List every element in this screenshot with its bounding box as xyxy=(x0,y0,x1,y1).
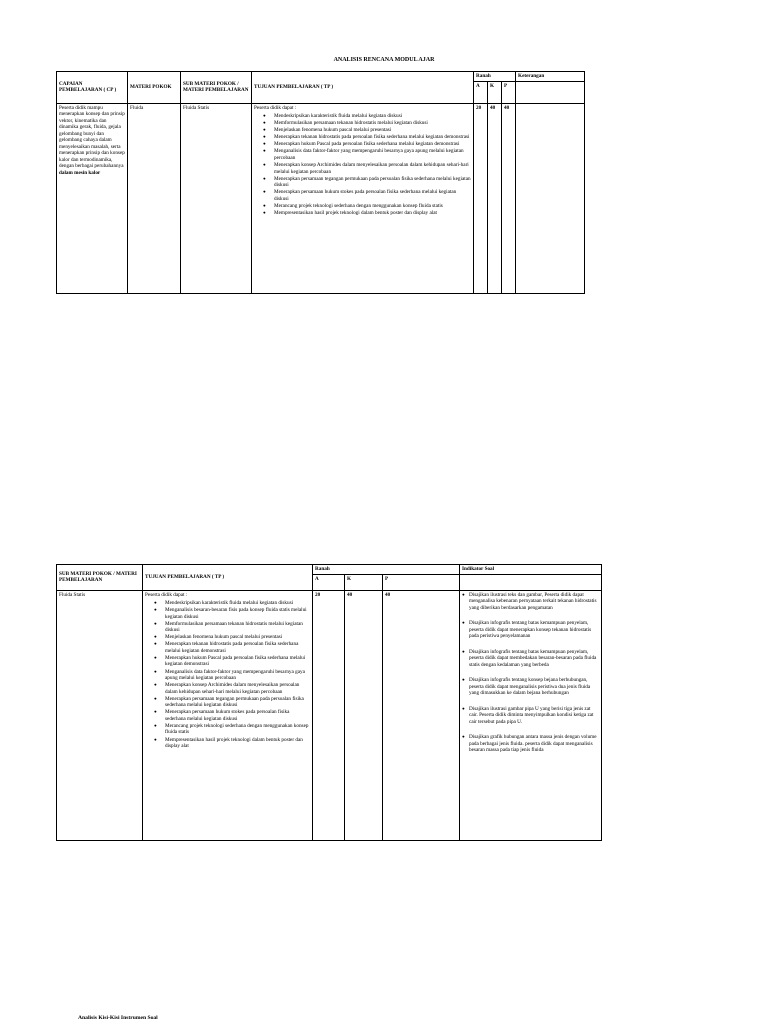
header-tp: TUJUAN PEMBELAJARAN ( TP ) xyxy=(252,72,474,104)
materi-cell: Fluida xyxy=(128,103,181,293)
header-indikator: Indikator Soal xyxy=(460,565,602,575)
header-indikator-blank xyxy=(460,574,602,590)
tp-cell xyxy=(143,590,313,840)
list-item: ● Disajikan ilustrasi gambar pipa U yang berisi tiga jenis zat cair. Peserta didik diminta menyimpulkan kondisi ketiga zat cair tersebut pada pipa U. xyxy=(469,706,599,726)
list-item: ● Menganalisis data faktor-faktor yang mempengaruhi besarnya gaya apung melalui kegiatan percobaan xyxy=(165,669,310,682)
document-title: ANALISIS RENCANA MODUL AJAR xyxy=(333,57,435,63)
list-item: ● Disajikan infografis tentang konsep bejana berhubungan, peserta didik dapat menganalisis peristiwa dua jenis fluida yang dimasukkan ke dalam bejana berhubungan xyxy=(469,677,599,697)
list-item: ● Menganalisis data faktor-faktor yang mempengaruhi besarnya gaya apung melalui kegiatan percobaan xyxy=(274,148,471,161)
list-item: ● Memformulasikan persamaan tekanan hidrostatis melalui kegiatan diskusi xyxy=(165,621,310,634)
cp-bold-text: dalam mesin kalor xyxy=(59,169,101,176)
list-item: ● Memformulasikan persamaan tekanan hidrostatis melalui kegiatan diskusi xyxy=(274,120,471,127)
list-item: ● Menerapkan hukum Pascal pada persoalan fisika sederhana melalui kegiatan demonstrasi xyxy=(165,655,310,668)
table-row xyxy=(57,103,585,293)
kisi-kisi-table xyxy=(56,564,602,841)
list-item: ● Disajikan ilustrasi teks dan gambar, Peserta didik dapat menganalisa kebenaran pernyataan terkait tekanan hidrostatis yang diberikan berdasarkan pengamatan xyxy=(469,592,599,612)
header-k: K xyxy=(345,574,383,590)
cp-cell xyxy=(57,103,128,293)
ranah-a-value: 20 xyxy=(474,103,488,293)
header-a: A xyxy=(474,81,488,103)
list-item: ● Menerapkan persamaan hukum stokes pada persoalan fisika sederhana melalui kegiatan diskusi xyxy=(274,189,471,202)
list-item: ● Menerapkan konsep Archimides dalam menyelesaikan persoalan dalam kehidupan sehari-hari melalui kegiatan percobaan xyxy=(165,682,310,695)
header-a: A xyxy=(313,574,345,590)
header-materi-pokok: MATERI POKOK xyxy=(128,72,181,104)
list-item: ● Menerapkan persamaan hukum stokes pada persoalan fisika sederhana melalui kegiatan diskusi xyxy=(165,709,310,722)
ranah-k-value: 40 xyxy=(488,103,502,293)
table-row xyxy=(57,590,602,840)
header-k: K xyxy=(488,81,502,103)
header-keterangan-blank xyxy=(516,81,585,103)
list-item: ● Menerapkan persamaan tegangan permukaan pada persoalan fisika sederhana melalui kegiatan diskusi xyxy=(165,696,310,709)
list-item: ● Disajikan grafik hubungan antara massa jenis dengan volume pada berbagai jenis fluida. peserta didik dapat menganalisis besaran massa pada tiap jenis fluida xyxy=(469,734,599,754)
sub-materi-cell: Fluida Statis xyxy=(57,590,143,840)
tp-list xyxy=(254,113,471,216)
cp-text: Peserta didik mampu menerapkan konsep dan prinsip vektor, kinematika dan dinamika gerak, fluida, gejala gelombang bunyi dan gelombang cahaya dalam menyelesaikan masalah, serta menerapkan prinsip dan konsep kalor dan termodinamika, dengan berbagai perubahannya xyxy=(59,104,125,169)
list-item: ● Merancang projek teknologi sederhana dengan menggunakan konsep fluida statis xyxy=(274,203,471,210)
keterangan-cell xyxy=(516,103,585,293)
ranah-a-value: 20 xyxy=(313,590,345,840)
tp-list xyxy=(145,600,310,750)
ranah-p-value: 40 xyxy=(383,590,460,840)
tp-cell xyxy=(252,103,474,293)
header-ranah: Ranah xyxy=(474,72,516,82)
indikator-cell xyxy=(460,590,602,840)
list-item: ● Menerapkan konsep Archimides dalam menyelesaikan persoalan dalam kehidupan sehari-hari melalui kegiatan percobaan xyxy=(274,162,471,175)
header-cp: CAPAIAN PEMBELAJARAN ( CP ) xyxy=(57,72,128,104)
header-p: P xyxy=(383,574,460,590)
header-p: P xyxy=(502,81,516,103)
footer-title: Analisis Kisi-Kisi Instrumen Soal xyxy=(78,1015,158,1021)
list-item: ● Menjelaskan fenomena hukum pascal melalui presentasi xyxy=(165,634,310,641)
indikator-list xyxy=(462,592,599,754)
list-item: ● Menerapkan hukum Pascal pada persoalan fisika sederhana melalui kegiatan demonstrasi xyxy=(274,141,471,148)
list-item: ● Disajikan infografis tentang batas kemampuan penyelam, peserta didik dapat membedakan besaran-besaran pada fluida statis dengan kedalaman yang berbeda xyxy=(469,649,599,669)
tp-intro: Peserta didik dapat : xyxy=(145,591,188,598)
header-sub-materi: SUB MATERI POKOK / MATERI PEMBELAJARAN xyxy=(181,72,252,104)
list-item: ● Menerapkan tekanan hidrostatis pada persoalan fisika sederhana melalui kegiatan demonstrasi xyxy=(274,134,471,141)
list-item: ● Mempresentasikan hasil projek teknologi dalam bentuk poster dan display alat xyxy=(165,737,310,750)
header-tp: TUJUAN PEMBELAJARAN ( TP ) xyxy=(143,565,313,591)
header-ranah: Ranah xyxy=(313,565,460,575)
list-item: ● Menganalisis besaran-besaran fisis pada konsep fluida statis melalui kegiatan diskusi xyxy=(165,607,310,620)
list-item: ● Mendeskripsikan karakteristik fluida melalui kegiatan diskusi xyxy=(165,600,310,607)
rencana-modul-table xyxy=(56,71,585,294)
ranah-p-value: 40 xyxy=(502,103,516,293)
list-item: ● Disajikan infografis tentang batas kemampuan penyelam, peserta didik dapat menerapkan konsep tekanan hidrostatis pada peristiwa penyelamanan xyxy=(469,620,599,640)
header-sub-materi: SUB MATERI POKOK / MATERI PEMBELAJARAN xyxy=(57,565,143,591)
tp-intro: Peserta didik dapat : xyxy=(254,104,297,111)
ranah-k-value: 40 xyxy=(345,590,383,840)
header-keterangan: Keterangan xyxy=(516,72,585,82)
sub-materi-cell: Fluida Statis xyxy=(181,103,252,293)
list-item: ● Menjelaskan fenomena hukum pascal melalui presentasi xyxy=(274,127,471,134)
list-item: ● Mempresentasikan hasil projek teknologi dalam bentuk poster dan display alat xyxy=(274,210,471,217)
list-item: ● Menerapkan persamaan tegangan permukaan pada persoalan fisika sederhana melalui kegiatan diskusi xyxy=(274,176,471,189)
list-item: ● Menerapkan tekanan hidrostatis pada persoalan fisika sederhana melalui kegiatan demonstrasi xyxy=(165,641,310,654)
list-item: ● Mendeskripsikan karakteristik fluida melalui kegiatan diskusi xyxy=(274,113,471,120)
list-item: ● Merancang projek teknologi sederhana dengan menggunakan konsep fluida statis xyxy=(165,723,310,736)
